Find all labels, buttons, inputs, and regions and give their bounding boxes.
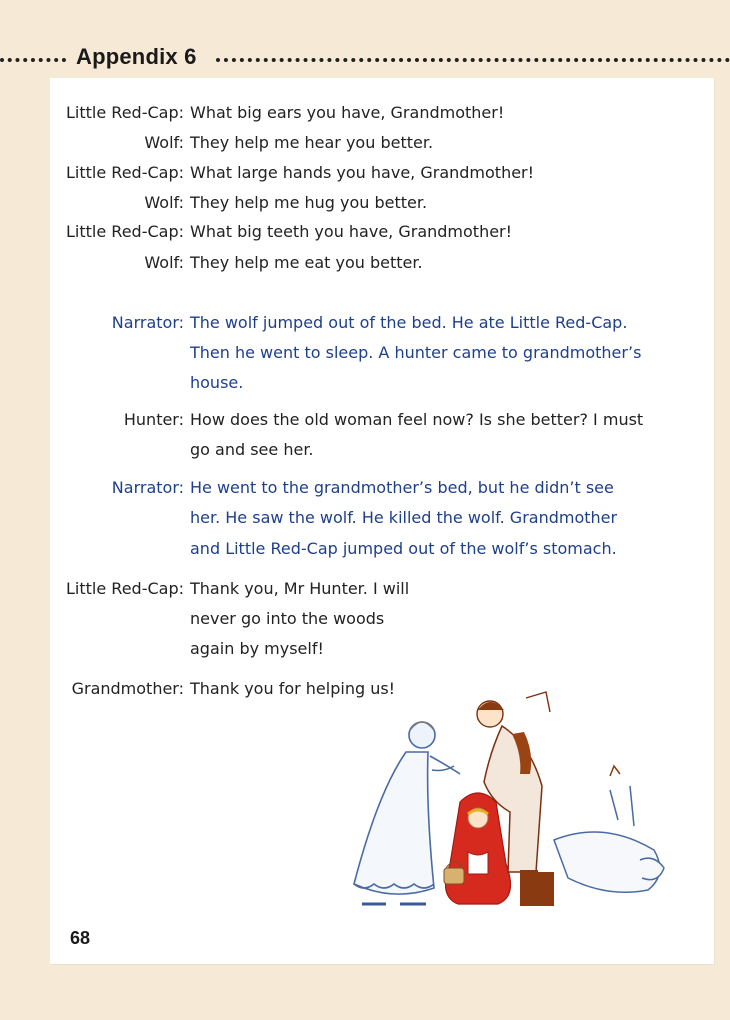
dialogue-line (0, 308, 730, 338)
speaker-label: Wolf: (144, 133, 184, 152)
dialogue-line (0, 574, 730, 604)
dialogue-line (0, 188, 730, 218)
dialogue-text: They help me hug you better. (190, 193, 428, 212)
dialogue-line (0, 338, 730, 368)
speaker-label: Narrator: (111, 478, 184, 497)
little-red-cap-figure (444, 793, 511, 904)
dialogue-line (0, 634, 730, 664)
appendix-header (0, 38, 730, 78)
dialogue-line (0, 98, 730, 128)
dialogue-text: They help me eat you better. (190, 253, 423, 272)
dialogue-text: He went to the grandmother’s bed, but he didn’t see (190, 478, 614, 497)
dialogue-text: How does the old woman feel now? Is she better? I must (190, 410, 644, 429)
dialogue-text: go and see her. (190, 440, 314, 459)
speaker-label: Little Red-Cap: (66, 163, 184, 182)
dialogue-text: and Little Red-Cap jumped out of the wolf’s stomach. (190, 539, 617, 558)
dialogue-line (0, 368, 730, 398)
wolf-figure (554, 766, 664, 892)
dialogue-line (0, 534, 730, 564)
dotted-rule-right (216, 58, 730, 62)
dialogue-text: What large hands you have, Grandmother! (190, 163, 535, 182)
dialogue-text: Thank you for helping us! (190, 679, 396, 698)
dialogue-text: her. He saw the wolf. He killed the wolf. Grandmother (190, 508, 618, 527)
speaker-label: Wolf: (144, 193, 184, 212)
speaker-label: Hunter: (123, 410, 184, 429)
story-illustration (340, 690, 690, 930)
dialogue-text: What big ears you have, Grandmother! (190, 103, 505, 122)
dialogue-text: Thank you, Mr Hunter. I will (190, 579, 410, 598)
dialogue-text: Then he went to sleep. A hunter came to grandmother’s (190, 343, 642, 362)
dialogue-line (0, 604, 730, 634)
dialogue-text: again by myself! (190, 639, 324, 658)
dialogue-line (0, 158, 730, 188)
dialogue-line (0, 217, 730, 247)
speaker-label: Grandmother: (71, 679, 184, 698)
page-title: Appendix 6 (76, 44, 197, 69)
dialogue-text: never go into the woods (190, 609, 385, 628)
dialogue-line (0, 473, 730, 503)
dialogue-line (0, 405, 730, 435)
dotted-rule-left (0, 58, 66, 62)
dialogue-text: house. (190, 373, 244, 392)
dialogue-line (0, 128, 730, 158)
dialogue-line (0, 435, 730, 465)
speaker-label: Narrator: (111, 313, 184, 332)
dialogue-text: The wolf jumped out of the bed. He ate Little Red-Cap. (190, 313, 628, 332)
speaker-label: Little Red-Cap: (66, 222, 184, 241)
dialogue-line (0, 248, 730, 278)
dialogue-line (0, 503, 730, 533)
speaker-label: Little Red-Cap: (66, 579, 184, 598)
speaker-label: Wolf: (144, 253, 184, 272)
dialogue-text: What big teeth you have, Grandmother! (190, 222, 513, 241)
dialogue-text: They help me hear you better. (190, 133, 434, 152)
page-number: 68 (70, 928, 91, 948)
speaker-label: Little Red-Cap: (66, 103, 184, 122)
